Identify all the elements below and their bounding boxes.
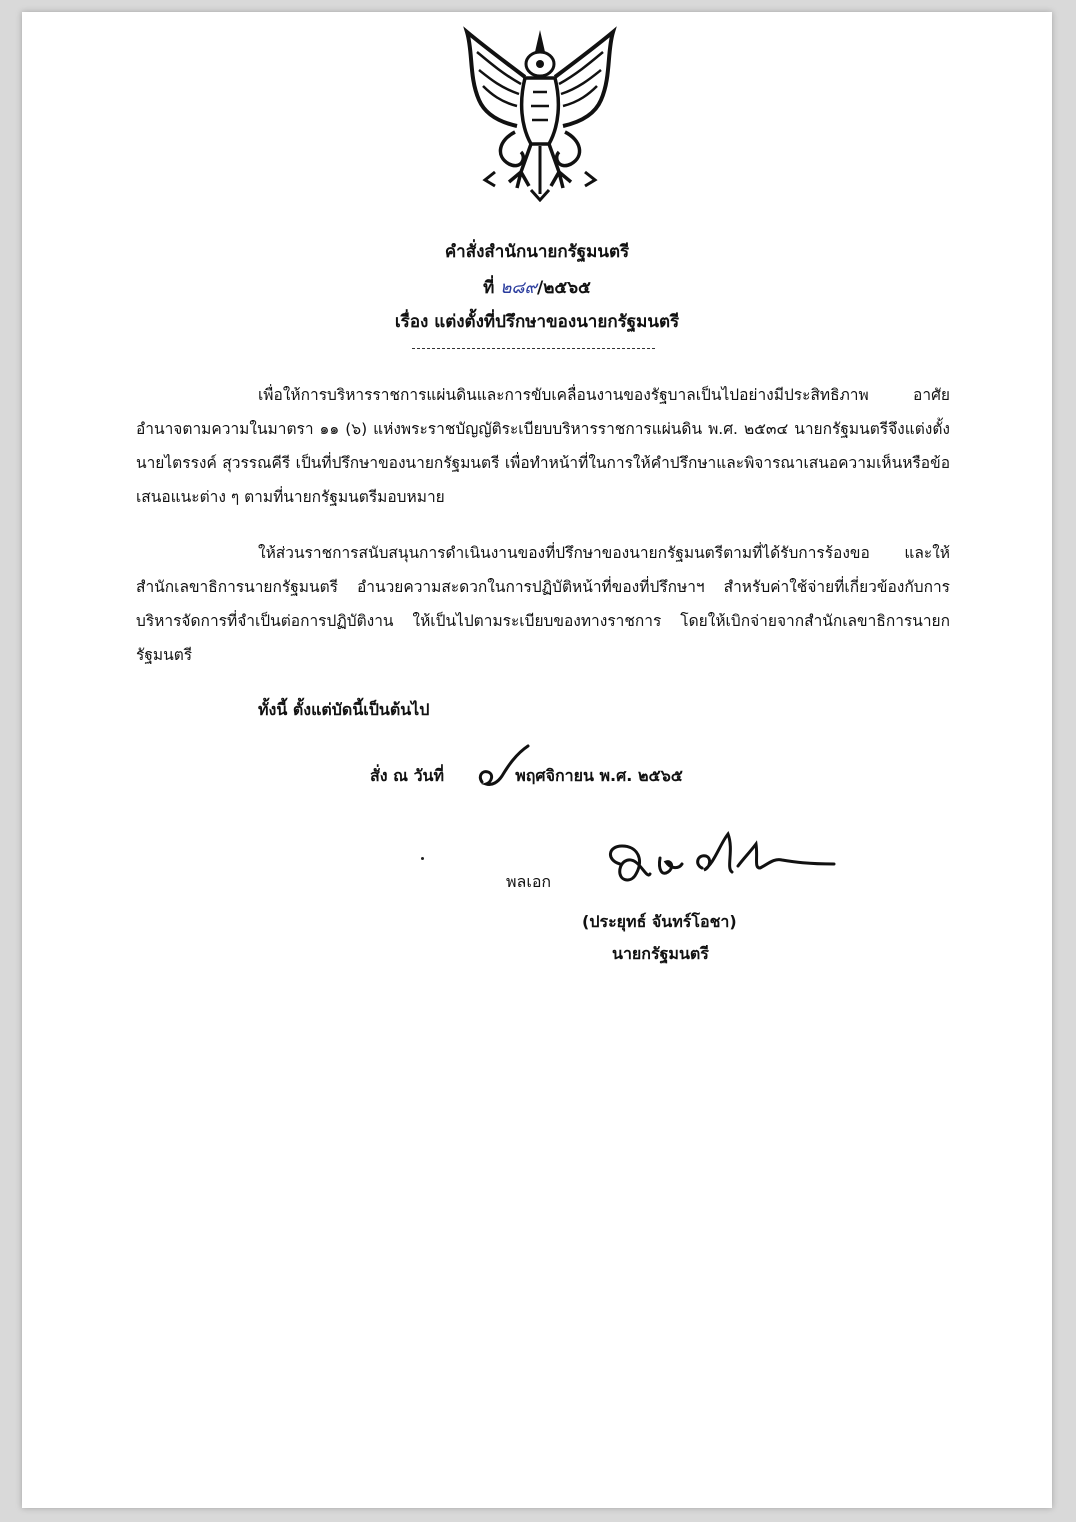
order-year: /๒๕๖๕ bbox=[536, 278, 591, 298]
header-divider bbox=[412, 348, 655, 349]
body-paragraph-2: ให้ส่วนราชการสนับสนุนการดำเนินงานของที่ปรึกษาของนายกรัฐมนตรีตามที่ได้รับการร้องขอ และให้สำนักเลขาธิการนายกรัฐมนตรี อำนวยความสะดวกในการปฏิบัติหน้าที่ของที่ปรึกษาฯ สำหรับค่าใช้จ่ายที่เกี่ยวข้องกับการบริหารจัดการที่จำเป็นต่อการปฏิบัติงาน ให้เป็นไปตามระเบียบของทางราชการ โดยให้เบิกจ่ายจากสำนักเลขาธิการนายกรัฐมนตรี bbox=[136, 544, 950, 664]
effective-clause: ทั้งนี้ ตั้งแต่บัดนี้เป็นต้นไป bbox=[258, 700, 430, 719]
signer-name: (ประยุทธ์ จันทร์โอชา) bbox=[582, 912, 737, 931]
garuda-emblem-icon bbox=[455, 22, 625, 202]
order-prefix: ที่ bbox=[483, 278, 495, 298]
body-paragraph-1: เพื่อให้การบริหารราชการแผ่นดินและการขับเคลื่อนงานของรัฐบาลเป็นไปอย่างมีประสิทธิภาพ อาศัยอำนาจตามความในมาตรา ๑๑ (๖) แห่งพระราชบัญญัติระเบียบบริหารราชการแผ่นดิน พ.ศ. ๒๕๓๔ นายกรัฐมนตรีจึงแต่งตั้ง นายไตรรงค์ สุวรรณคีรี เป็นที่ปรึกษาของนายกรัฐมนตรี เพื่อทำหน้าที่ในการให้คำปรึกษาและพิจารณาเสนอความเห็นหรือข้อเสนอแนะต่าง ๆ ตามที่นายกรัฐมนตรีมอบหมาย bbox=[136, 386, 950, 506]
stray-mark bbox=[421, 857, 424, 860]
date-prefix: สั่ง ณ วันที่ bbox=[370, 766, 445, 785]
document-title: คำสั่งสำนักนายกรัฐมนตรี bbox=[444, 242, 630, 262]
order-number-line bbox=[22, 274, 1052, 301]
signer-rank: พลเอก bbox=[506, 872, 552, 891]
date-suffix: พฤศจิกายน พ.ศ. ๒๕๖๕ bbox=[515, 766, 683, 785]
handwritten-day-mark bbox=[474, 742, 534, 790]
handwritten-signature bbox=[598, 824, 843, 894]
document-page bbox=[22, 12, 1052, 1508]
order-number-handwritten: ๒๘๙ bbox=[500, 278, 537, 298]
signer-title: นายกรัฐมนตรี bbox=[612, 944, 709, 963]
document-subject: เรื่อง แต่งตั้งที่ปรึกษาของนายกรัฐมนตรี bbox=[394, 312, 680, 332]
